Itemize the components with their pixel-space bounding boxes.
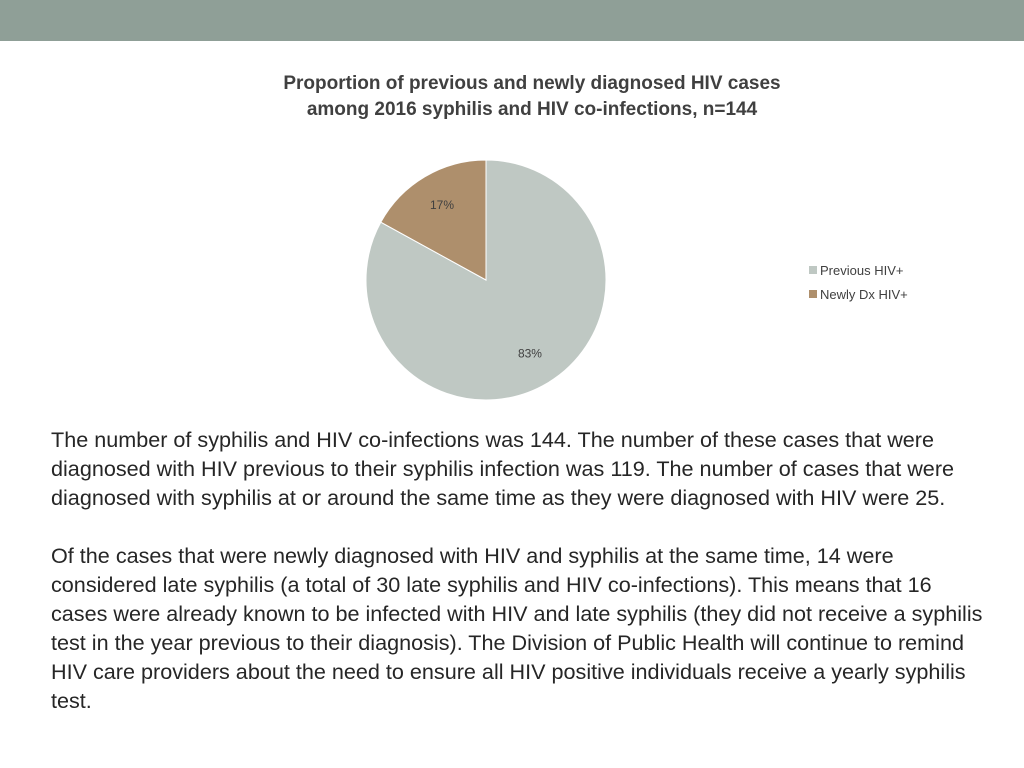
- pie-label-previous-hiv: 83%: [517, 346, 542, 361]
- legend-swatch-previous-hiv: [809, 266, 817, 274]
- body-text: [51, 425, 986, 744]
- legend-swatch-newly-dx-hiv: [809, 290, 817, 298]
- legend-item-previous-hiv: [809, 258, 908, 282]
- pie-label-newly-dx-hiv: 17%: [430, 197, 455, 212]
- legend-item-newly-dx-hiv: [809, 282, 908, 306]
- legend-label-newly-dx-hiv: Newly Dx HIV+: [820, 286, 908, 302]
- chart-title-line-2: among 2016 syphilis and HIV co-infections, n=144: [306, 99, 758, 120]
- legend-label-previous-hiv: Previous HIV+: [820, 262, 904, 278]
- chart-legend: [809, 258, 908, 306]
- body-paragraph-1: The number of syphilis and HIV co-infections was 144. The number of these cases that were diagnosed with HIV previous to their syphilis infection was 119. The number of cases that were diagnosed with syphilis at or around the same time as they were diagnosed with HIV were 25.: [51, 427, 955, 510]
- body-paragraph-2: Of the cases that were newly diagnosed with HIV and syphilis at the same time, 14 were considered late syphilis (a total of 30 late syphilis and HIV co-infections). This means that 16 cases were already known to be infected with HIV and late syphilis (they did not receive a syphilis test in the year previous to their diagnosis). The Division of Public Health will continue to remind HIV care providers about the need to ensure all HIV positive individuals receive a yearly syphilis test.: [51, 543, 983, 713]
- chart-title-line-1: Proportion of previous and newly diagnosed HIV cases: [283, 73, 781, 94]
